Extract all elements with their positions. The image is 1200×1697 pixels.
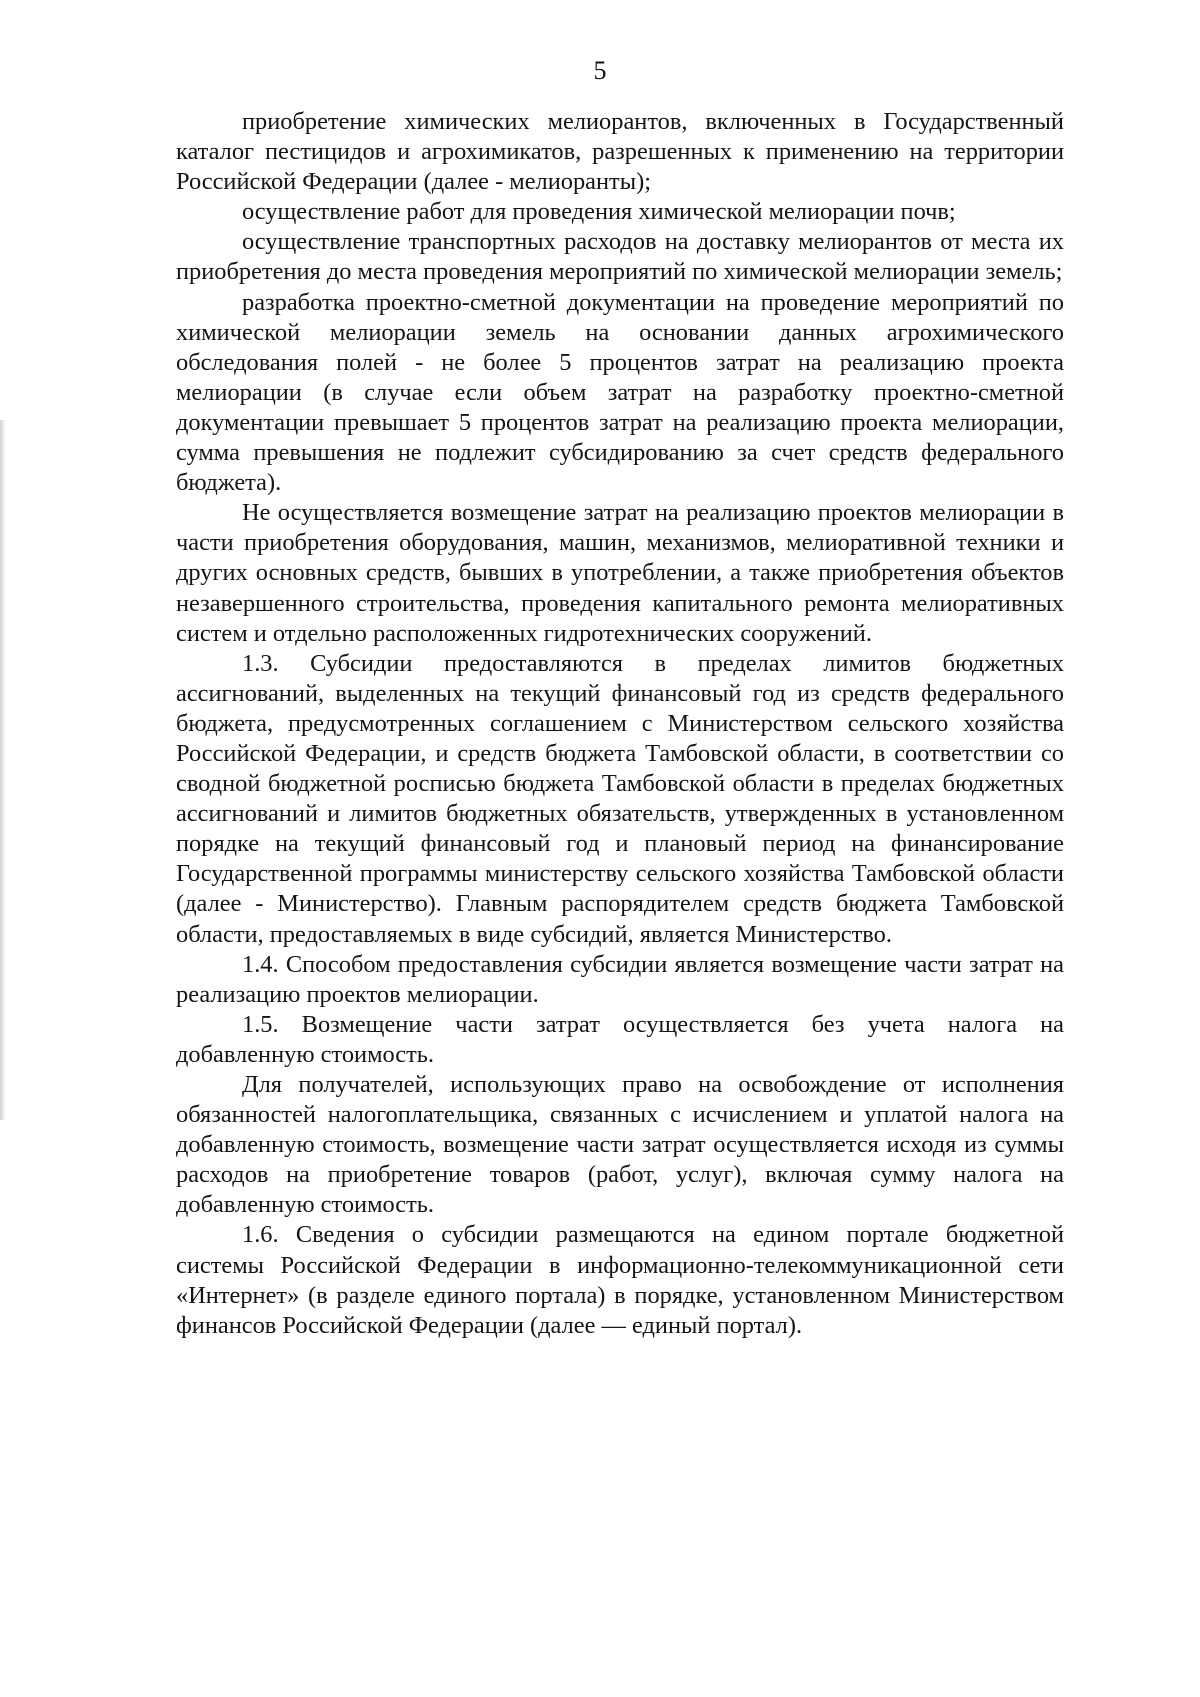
paragraph-section-1-3: 1.3. Субсидии предоставляются в пределах лимитов бюджетных ассигнований, выделенных на текущий финансовый год из средств федерального бюджета, предусмотренных соглашением с Министерством сельского хозяйства Российской Федерации, и средств бюджета Тамбовской области, в соответствии со сводной бюджетной росписью бюджета Тамбовской области в пределах бюджетных ассигнований и лимитов бюджетных обязательств, утвержденных в установленном порядке на текущий финансовый год и плановый период на финансирование Государственной программы министерству сельского хозяйства Тамбовской области (далее - Министерство). Главным распорядителем средств бюджета Тамбовской области, предоставляемых в виде субсидий, является Министерство.	[176, 649, 1064, 948]
paragraph-section-1-5: 1.5. Возмещение части затрат осуществляется без учета налога на добавленную стоимость.	[176, 1010, 1064, 1068]
paragraph-vat-exempt-recipients: Для получателей, использующих право на освобождение от исполнения обязанностей налогоплательщика, связанных с исчислением и уплатой налога на добавленную стоимость, возмещение части затрат осуществляется исходя из суммы расходов на приобретение товаров (работ, услуг), включая сумму налога на добавленную стоимость.	[176, 1071, 1064, 1219]
scan-edge-shadow	[0, 420, 6, 1120]
paragraph-non-reimbursable-costs: Не осуществляется возмещение затрат на реализацию проектов мелиорации в части приобретения оборудования, машин, механизмов, мелиоративной техники и других основных средств, бывших в употреблении, а также приобретения объектов незавершенного строительства, проведения капитального ремонта мелиоративных систем и отдельно расположенных гидротехнических сооружений.	[176, 499, 1064, 647]
document-body	[176, 107, 1064, 1341]
page-number: 5	[593, 56, 607, 85]
paragraph-section-1-6: 1.6. Сведения о субсидии размещаются на едином портале бюджетной системы Российской Федерации в информационно-телекоммуникационной сети «Интернет» (в разделе единого портала) в порядке, установленном Министерством финансов Российской Федерации (далее — единый портал).	[176, 1221, 1064, 1339]
paragraph-chemical-melioration-works: осуществление работ для проведения химической мелиорации почв;	[242, 198, 956, 226]
paragraph-meliorants-purchase: приобретение химических мелиорантов, включенных в Государственный каталог пестицидов и агрохимикатов, разрешенных к применению на территории Российской Федерации (далее - мелиоранты);	[176, 108, 1064, 196]
paragraph-section-1-4: 1.4. Способом предоставления субсидии является возмещение части затрат на реализацию проектов мелиорации.	[176, 950, 1064, 1008]
paragraph-transport-expenses: осуществление транспортных расходов на доставку мелиорантов от места их приобретения до места проведения мероприятий по химической мелиорации земель;	[176, 228, 1064, 286]
paragraph-design-documentation: разработка проектно-сметной документации на проведение мероприятий по химической мелиорации земель на основании данных агрохимического обследования полей - не более 5 процентов затрат на реализацию проекта мелиорации (в случае если объем затрат на разработку проектно-сметной документации превышает 5 процентов затрат на реализацию проекта мелиорации, сумма превышения не подлежит субсидированию за счет средств федерального бюджета).	[176, 288, 1064, 497]
